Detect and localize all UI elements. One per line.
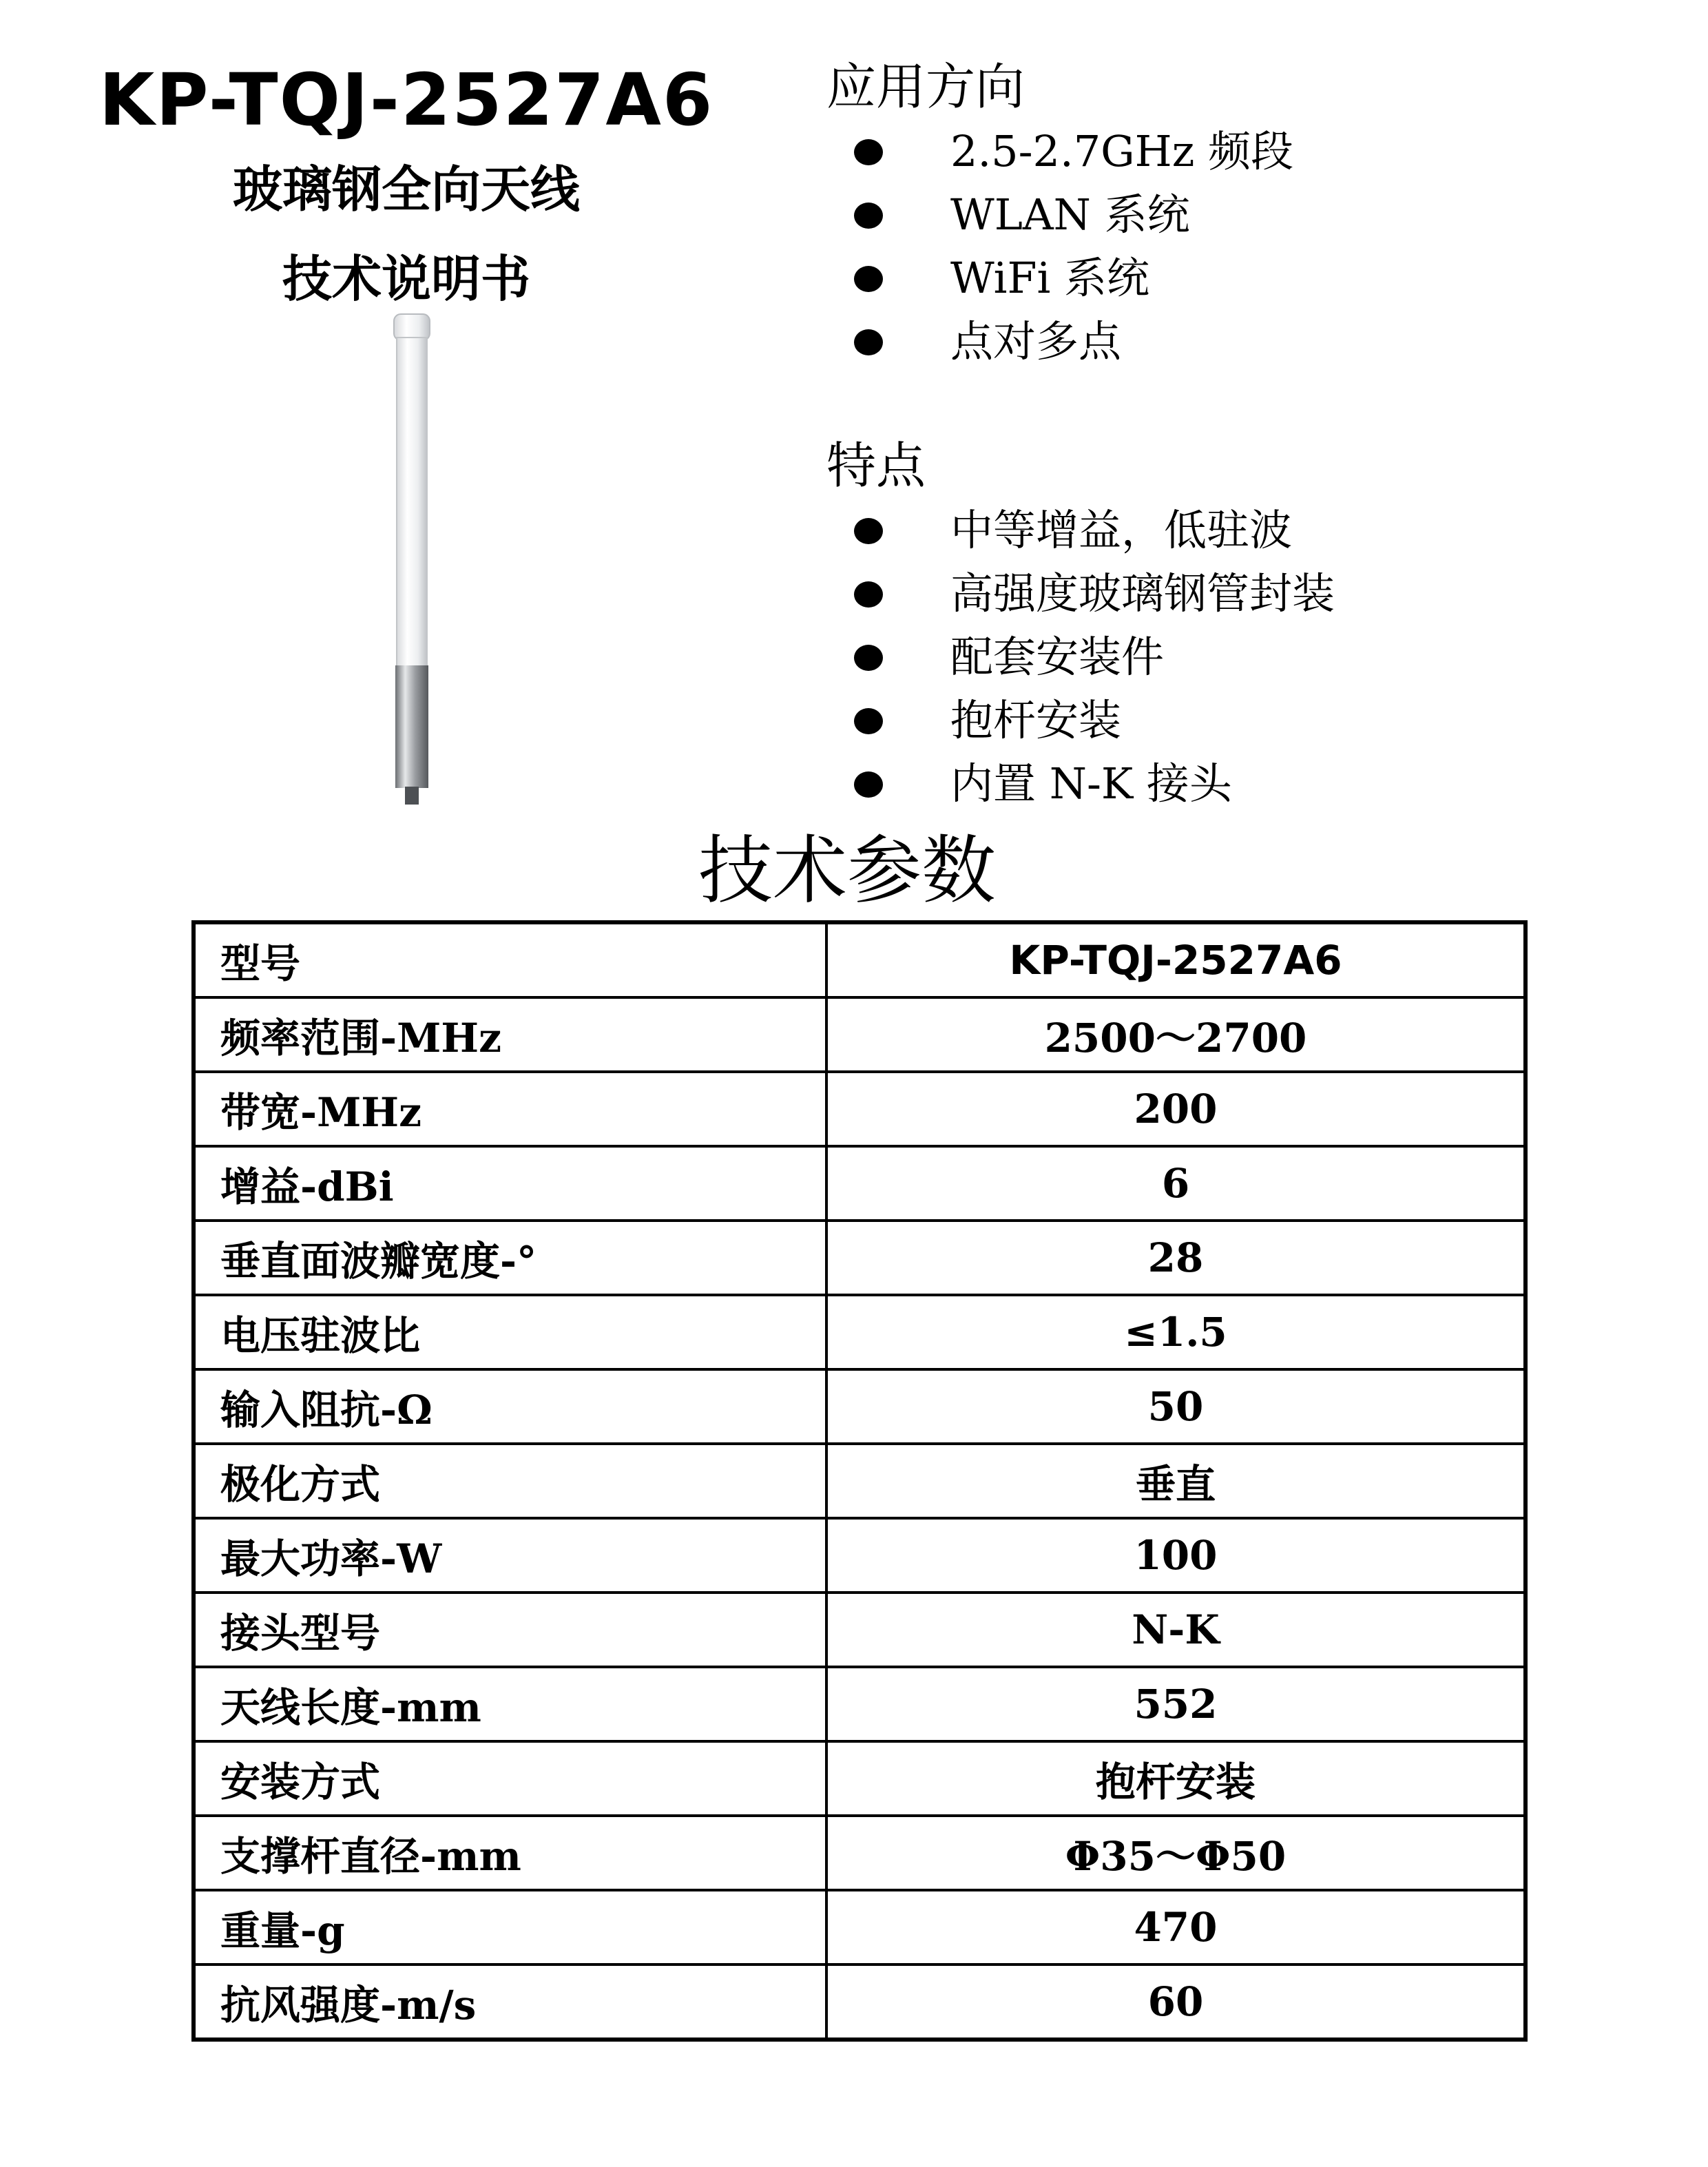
list-item: 中等增益，低驻波 bbox=[826, 499, 1335, 562]
params-title: 技术参数 bbox=[698, 828, 996, 914]
list-item: 配套安装件 bbox=[826, 625, 1335, 689]
params-table bbox=[191, 920, 1528, 2042]
application-title: 应用方向 bbox=[826, 58, 1025, 116]
param-name: 极化方式 bbox=[194, 1444, 826, 1518]
list-item: 高强度玻璃钢管封装 bbox=[826, 562, 1335, 625]
application-list bbox=[826, 120, 1293, 373]
table-row bbox=[194, 1295, 1525, 1369]
table-row bbox=[194, 1072, 1525, 1146]
table-row bbox=[194, 1221, 1525, 1295]
param-name: 抗风强度-m/s bbox=[194, 1964, 826, 2040]
param-value: 200 bbox=[826, 1072, 1525, 1146]
param-name: 电压驻波比 bbox=[194, 1295, 826, 1369]
param-name: 接头型号 bbox=[194, 1593, 826, 1667]
param-value: 50 bbox=[826, 1369, 1525, 1444]
table-row bbox=[194, 1444, 1525, 1518]
param-name: 重量-g bbox=[194, 1890, 826, 1964]
param-name: 带宽-MHz bbox=[194, 1072, 826, 1146]
param-value: 552 bbox=[826, 1667, 1525, 1741]
param-name: 增益-dBi bbox=[194, 1146, 826, 1221]
param-value: N-K bbox=[826, 1593, 1525, 1667]
list-item: WiFi 系统 bbox=[826, 247, 1293, 310]
table-row bbox=[194, 1964, 1525, 2040]
param-value: 垂直 bbox=[826, 1444, 1525, 1518]
features-section bbox=[826, 433, 1335, 816]
application-section bbox=[826, 54, 1293, 373]
param-value: Φ35～Φ50 bbox=[826, 1816, 1525, 1890]
features-list bbox=[826, 499, 1335, 816]
param-value: 60 bbox=[826, 1964, 1525, 2040]
param-value: KP-TQJ-2527A6 bbox=[826, 922, 1525, 997]
table-row bbox=[194, 1890, 1525, 1964]
list-item: 2.5-2.7GHz 频段 bbox=[826, 120, 1293, 183]
table-row bbox=[194, 1816, 1525, 1890]
document-subtitle-2: 技术说明书 bbox=[282, 250, 530, 308]
param-value: ≤1.5 bbox=[826, 1295, 1525, 1369]
list-item: 内置 N-K 接头 bbox=[826, 752, 1335, 816]
antenna-photo bbox=[391, 311, 433, 807]
document-subtitle: 玻璃钢全向天线 bbox=[232, 160, 580, 218]
param-name: 垂直面波瓣宽度-° bbox=[194, 1221, 826, 1295]
param-name: 支撑杆直径-mm bbox=[194, 1816, 826, 1890]
features-title: 特点 bbox=[826, 437, 926, 495]
param-name: 型号 bbox=[194, 922, 826, 997]
param-value: 100 bbox=[826, 1518, 1525, 1593]
param-name: 天线长度-mm bbox=[194, 1667, 826, 1741]
param-value: 28 bbox=[826, 1221, 1525, 1295]
table-row bbox=[194, 922, 1525, 997]
table-row bbox=[194, 1593, 1525, 1667]
list-item: WLAN 系统 bbox=[826, 183, 1293, 247]
table-row bbox=[194, 1369, 1525, 1444]
param-name: 频率范围-MHz bbox=[194, 997, 826, 1072]
param-value: 抱杆安装 bbox=[826, 1741, 1525, 1816]
param-value: 6 bbox=[826, 1146, 1525, 1221]
param-value: 470 bbox=[826, 1890, 1525, 1964]
table-row bbox=[194, 997, 1525, 1072]
document-title: KP-TQJ-2527A6 bbox=[98, 58, 714, 142]
list-item: 抱杆安装 bbox=[826, 689, 1335, 752]
param-name: 输入阻抗-Ω bbox=[194, 1369, 826, 1444]
title-block bbox=[96, 55, 716, 324]
param-name: 安装方式 bbox=[194, 1741, 826, 1816]
list-item: 点对多点 bbox=[826, 310, 1293, 373]
param-name: 最大功率-W bbox=[194, 1518, 826, 1593]
table-row bbox=[194, 1667, 1525, 1741]
table-row bbox=[194, 1146, 1525, 1221]
table-row bbox=[194, 1741, 1525, 1816]
table-row bbox=[194, 1518, 1525, 1593]
param-value: 2500～2700 bbox=[826, 997, 1525, 1072]
